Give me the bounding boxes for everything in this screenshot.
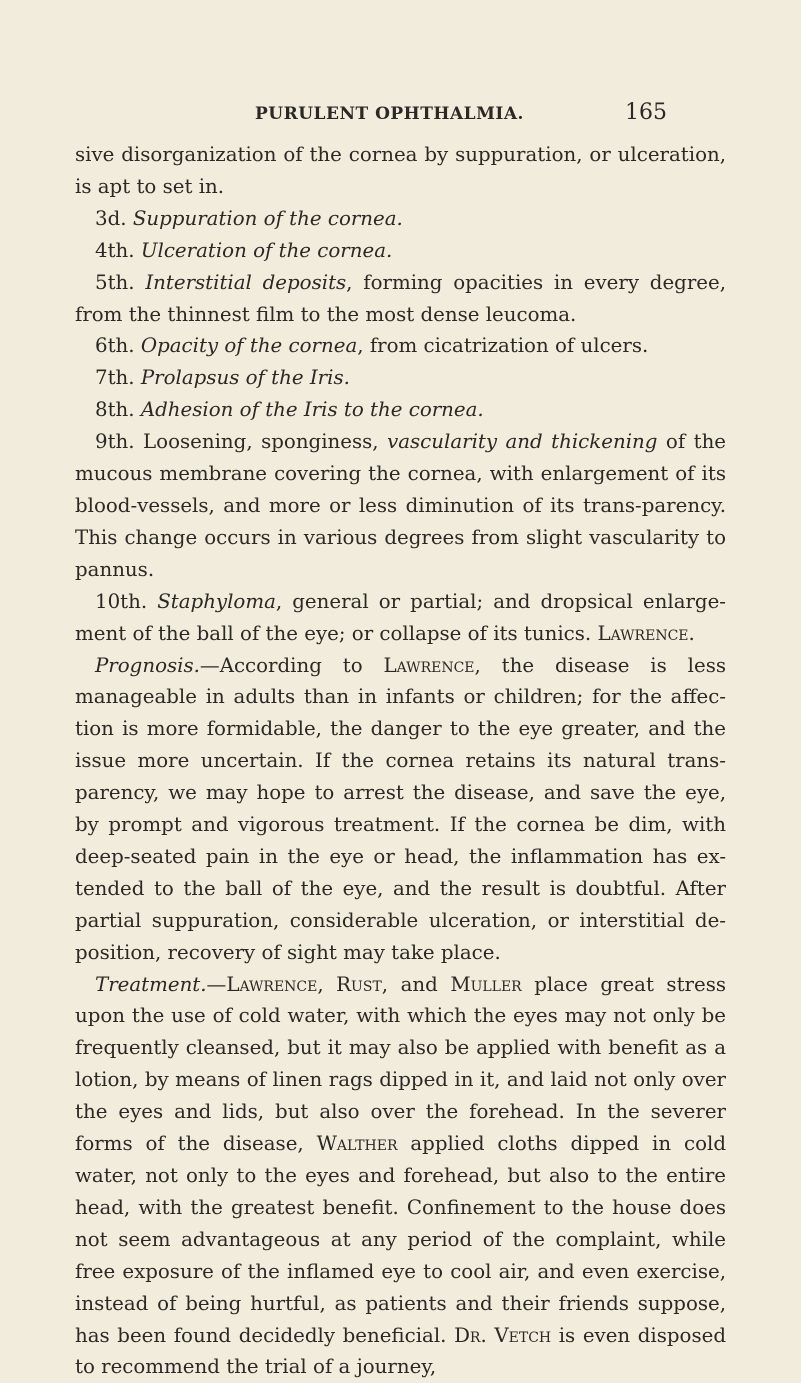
item-text: , from cicatrization of ulcers. <box>357 334 649 358</box>
list-item-10 <box>75 586 726 650</box>
list-item-3 <box>75 203 726 235</box>
separator: , and <box>381 972 451 996</box>
list-item-9 <box>75 426 726 586</box>
body-text <box>75 139 726 1383</box>
paragraph-text: is even disposed to recommend the trial of a journey, <box>75 1323 726 1379</box>
author-name: Lawrence <box>383 653 475 677</box>
author-name: Lawrence. <box>597 621 695 645</box>
paragraph-text: , the disease is less manageable in adults than in infants or children; for the affec-tion is more formidable, the danger to the eye greater, and the issue more uncertain. If the cornea retains its natural trans-parency, we may hope to arrest the disease, and save the eye, by prompt and vigorous treatment. If the cornea be dim, with deep-seated pain in the eye or head, the inflammation has ex-tended to the ball of the eye, and the result is doubtful. After partial suppuration, considerable ulceration, or interstitial de-position, recovery of sight may take place. <box>75 653 726 964</box>
running-head-title: PURULENT OPHTHALMIA. <box>255 104 524 124</box>
dash: —According to <box>199 653 384 677</box>
paragraph-text: sive disorganization of the cornea by suppuration, or ulceration, is apt to set in. <box>75 143 726 198</box>
author-name: Lawrence <box>226 972 318 996</box>
section-label: Prognosis. <box>95 653 200 677</box>
paragraph-text: place great stress upon the use of cold water, with which the eyes may not only be frequently cleansed, but it may also be applied with benefit as a lotion, by means of linen rags dipped in it, and laid not only over the eyes and lids, but also over the forehead. In the severer forms of the disease, <box>75 972 726 1156</box>
section-label: Treatment. <box>95 972 207 996</box>
dash: — <box>206 972 227 996</box>
item-title: Suppuration of the cornea. <box>132 206 403 230</box>
treatment-paragraph <box>75 969 726 1383</box>
item-text: of the mucous membrane covering the cornea, with enlargement of its blood-vessels, and more or less diminution of its trans-parency. This change occurs in various degrees from slight vascularity to pannus. <box>75 430 727 581</box>
item-number: 10th. <box>95 589 148 613</box>
item-number: 6th. <box>95 334 135 358</box>
running-head <box>0 100 801 140</box>
list-item-7 <box>75 362 726 394</box>
item-italic-phrase: vascularity and thickening <box>387 430 658 454</box>
author-name: Muller <box>450 972 522 996</box>
item-number: 5th. <box>95 270 135 294</box>
paragraph-continuation <box>75 139 726 203</box>
item-number: 7th. <box>95 366 135 390</box>
item-text: , general or partial; and dropsical enlarge-ment of the ball of the eye; or collapse of its tunics. <box>75 589 726 645</box>
list-item-8 <box>75 394 726 426</box>
item-title: Staphyloma <box>157 589 276 613</box>
paragraph-text: applied cloths dipped in cold water, not only to the eyes and forehead, but also to the entire head, with the greatest benefit. Confinement to the house does not seem advantageous at any period of the complaint, while free exposure of the inflamed eye to cool air, and even exercise, instead of being hurtful, as patients and their friends suppose, has been found decidedly beneficial. <box>75 1132 726 1347</box>
item-title: Interstitial deposits <box>145 270 347 294</box>
item-number: 8th. <box>95 398 135 422</box>
item-number: 4th. <box>95 238 135 262</box>
author-name: Walther <box>316 1132 398 1156</box>
item-title: Prolapsus of the Iris. <box>140 366 350 390</box>
item-title: Ulceration of the cornea. <box>140 238 393 262</box>
item-title: Adhesion of the Iris to the cornea. <box>140 398 484 422</box>
item-text: , forming opacities in every degree, from the thinnest film to the most dense leucoma. <box>75 270 726 326</box>
prognosis-paragraph <box>75 650 726 969</box>
author-name: Rust <box>336 972 382 996</box>
item-number: 9th. <box>95 430 135 454</box>
item-title: Opacity of the cornea <box>140 334 358 358</box>
item-text: Loosening, sponginess, <box>143 430 388 454</box>
author-name: Dr. Vetch <box>454 1323 552 1347</box>
list-item-5 <box>75 267 726 331</box>
separator: , <box>317 972 337 996</box>
list-item-4 <box>75 235 726 267</box>
item-number: 3d. <box>95 206 127 230</box>
page-number: 165 <box>625 100 667 125</box>
list-item-6 <box>75 330 726 362</box>
